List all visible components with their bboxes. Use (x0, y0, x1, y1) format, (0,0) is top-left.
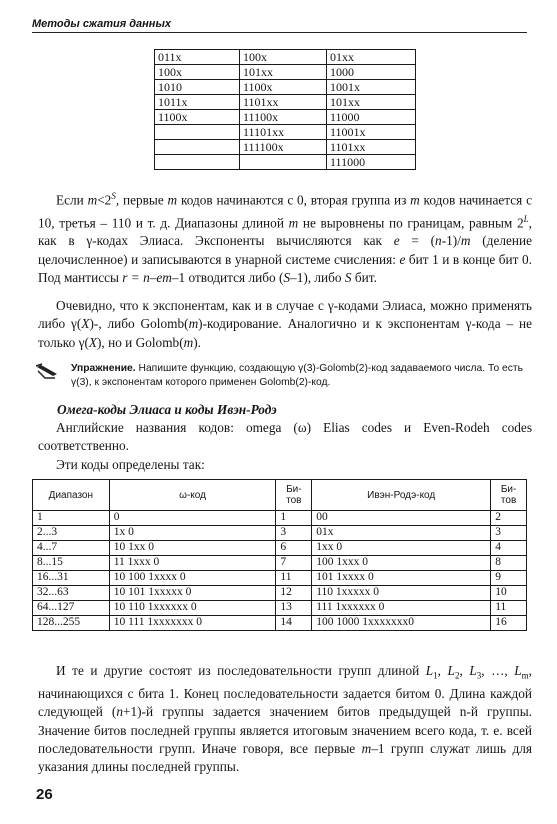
table-cell: 0 (109, 511, 276, 526)
table-cell: 11 (491, 601, 527, 616)
table-row (33, 511, 527, 526)
table-cell: 00 (312, 511, 491, 526)
paragraph-golomb: Очевидно, что к экспонентам, как и в случае с γ-кодами Элиаса, можно применять либо γ(X)-, либо Golomb(m)-кодирование. Аналогично и к экспонентам γ-кода – не только γ(X), но и Golomb(m). (38, 298, 532, 350)
table-cell (240, 155, 327, 170)
table-cell: 13 (276, 601, 312, 616)
table-row (155, 50, 416, 65)
table-row (155, 65, 416, 80)
table-cell: 101xx (240, 65, 327, 80)
table-cell: 100 1000 1xxxxxxx0 (312, 616, 491, 631)
table-cell: 4 (491, 541, 527, 556)
table-cell: 16...31 (33, 571, 110, 586)
table-cell: 101 1xxxx 0 (312, 571, 491, 586)
table-cell: 1xx 0 (312, 541, 491, 556)
table-cell: 1011x (155, 95, 240, 110)
header-bits-even-rodeh: Би- тов (491, 480, 527, 511)
table-cell: 11 (276, 571, 312, 586)
table-row (155, 110, 416, 125)
table-row (33, 601, 527, 616)
table-cell: 10 110 1xxxxxx 0 (109, 601, 276, 616)
table-cell: 10 101 1xxxxx 0 (109, 586, 276, 601)
table-cell: 7 (276, 556, 312, 571)
table-cell: 100 1xxx 0 (312, 556, 491, 571)
table-row (155, 80, 416, 95)
table-cell: 011x (155, 50, 240, 65)
table-cell: 10 111 1xxxxxxx 0 (109, 616, 276, 631)
table-cell: 01xx (327, 50, 416, 65)
running-header: Методы сжатия данных (32, 18, 527, 33)
header-even-rodeh-code: Ивэн-Родэ-код (312, 480, 491, 511)
table-cell: 16 (491, 616, 527, 631)
pencil-note-icon (35, 363, 59, 379)
table-cell: 9 (491, 571, 527, 586)
table-row (33, 526, 527, 541)
table-cell: 10 (491, 586, 527, 601)
table-cell (155, 140, 240, 155)
table-cell: 6 (276, 541, 312, 556)
table-cell: 1100x (240, 80, 327, 95)
table-row (155, 95, 416, 110)
table-cell: 111100x (240, 140, 327, 155)
paragraph-english-names: Английские названия кодов: omega (ω) Elias codes и Even-Rodeh codes соответственно. (38, 420, 532, 454)
table-cell: 3 (491, 526, 527, 541)
page-number: 26 (36, 786, 53, 803)
table-row (155, 140, 416, 155)
table-row (33, 541, 527, 556)
table-cell (155, 155, 240, 170)
code-table (154, 49, 416, 170)
table-cell: 10 100 1xxxx 0 (109, 571, 276, 586)
table-cell: 4...7 (33, 541, 110, 556)
paragraph-definition-intro: Эти коды определены так: (56, 457, 205, 472)
table-cell: 1101xx (327, 140, 416, 155)
table-cell: 110 1xxxxx 0 (312, 586, 491, 601)
table-cell: 1000 (327, 65, 416, 80)
exercise-label: Упражнение. (71, 363, 136, 374)
table-cell: 11100x (240, 110, 327, 125)
table-cell: 01x (312, 526, 491, 541)
table-cell: 1101xx (240, 95, 327, 110)
table-cell: 1x 0 (109, 526, 276, 541)
table-cell: 11101xx (240, 125, 327, 140)
table-cell: 12 (276, 586, 312, 601)
section-title: Омега-коды Элиаса и коды Ивэн-Родэ (57, 402, 277, 417)
table-cell: 10 1xx 0 (109, 541, 276, 556)
table-cell: 64...127 (33, 601, 110, 616)
table-cell: 100x (155, 65, 240, 80)
paragraph-exponents: Если $m<2^S$, первые m кодов начинаются с 0, вторая группа из m кодов начинается с 10, третья – 110 и т. д. Диапазоны длиной m не выровнены по границам, равным $2^L$, как в γ-кодах Элиаса. Экспоненты вычисляются как e = (n-1)/m (деление целочисленное) и записываются в унарной системе счисления: e бит 1 и в конце бит 0. Под мантиссы r = n–em–1 отводится либо (S–1), либо S бит. (38, 191, 533, 286)
header-bits-omega: Би- тов (276, 480, 312, 511)
table-cell: 1010 (155, 80, 240, 95)
table-cell: 11001x (327, 125, 416, 140)
header-omega-code: ω-код (109, 480, 276, 511)
table-cell: 2...3 (33, 526, 110, 541)
table-cell: 3 (276, 526, 312, 541)
table-row (33, 571, 527, 586)
table-cell: 1 (33, 511, 110, 526)
table-cell (155, 125, 240, 140)
paragraph-groups: И те и другие состоят из последовательности групп длиной $L_1$, $L_2$, $L_3$, …, $L_m$, начинающихся с бита 1. Конец последовательности задается битом 0. Длина каждой следующей (n+1)-й группы задается значением битов предыдущей n-й группы. Значение битов последней группы является итоговым значением всего кода, т. е. всей последовательности групп. Иначе говоря, все первые m–1 групп служат лишь для указания длины последней группы. (38, 663, 533, 775)
table-cell: 8...15 (33, 556, 110, 571)
table-row (33, 616, 527, 631)
table-row (33, 586, 527, 601)
table-cell: 111 1xxxxxx 0 (312, 601, 491, 616)
table-row (155, 125, 416, 140)
table-cell: 32...63 (33, 586, 110, 601)
omega-even-rodeh-table (32, 479, 527, 631)
table-cell: 8 (491, 556, 527, 571)
table-cell: 128...255 (33, 616, 110, 631)
exercise-text: Напишите функцию, создающую γ(3)-Golomb(2)-код задаваемого числа. То есть γ(3), к экспонентам которого применен Golomb(2)-код. (71, 363, 524, 388)
table-cell: 101xx (327, 95, 416, 110)
table-cell: 111000 (327, 155, 416, 170)
table-cell: 11000 (327, 110, 416, 125)
table-row (155, 155, 416, 170)
table-cell: 1 (276, 511, 312, 526)
header-range: Диапазон (33, 480, 110, 511)
table-cell: 1100x (155, 110, 240, 125)
table-cell: 11 1xxx 0 (109, 556, 276, 571)
table-row (33, 556, 527, 571)
table-cell: 2 (491, 511, 527, 526)
table-cell: 100x (240, 50, 327, 65)
table-cell: 1001x (327, 80, 416, 95)
table-header-row (33, 480, 527, 511)
table-cell: 14 (276, 616, 312, 631)
